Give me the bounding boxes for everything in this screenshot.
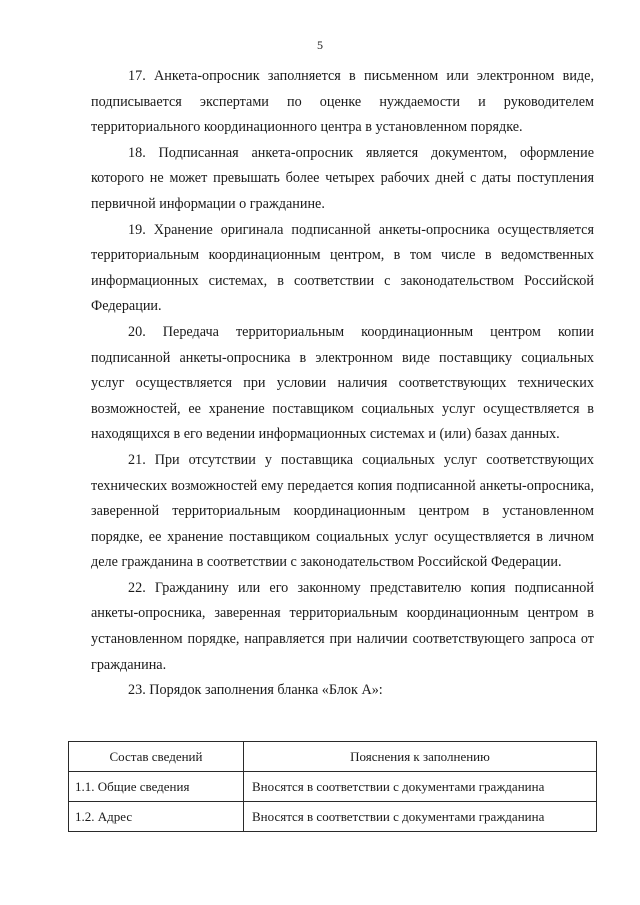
document-body [91,64,594,704]
table-cell: 1.2. Адрес [69,802,244,832]
table-cell: Вносятся в соответствии с документами гражданина [244,772,597,802]
page-number: 5 [317,38,323,52]
table-header-row [69,742,597,772]
table-header-cell: Пояснения к заполнению [244,742,597,772]
paragraph-22: 22. Гражданину или его законному представителю копия подписанной анкеты-опросника, заверенная территориальным координационным центром в установленном порядке, направляется при наличии соответствующего запроса от гражданина. [91,579,594,673]
paragraph-23-table-intro: 23. Порядок заполнения бланка «Блок А»: [128,682,383,699]
paragraph-18: 18. Подписанная анкета-опросник является документом, оформление которого не может превышать более четырех рабочих дней с даты поступления первичной информации о гражданине. [91,144,594,212]
block-a-table [68,741,597,832]
table-cell: Вносятся в соответствии с документами гражданина [244,802,597,832]
table-cell: 1.1. Общие сведения [69,772,244,802]
table-row [69,772,597,802]
table-row [69,802,597,832]
paragraph-21: 21. При отсутствии у поставщика социальных услуг соответствующих технических возможностей ему передается копия подписанной анкеты-опросника, заверенной территориальным координационным центром в установленном порядке, ее хранение поставщиком социальных услуг осуществляется в личном деле гражданина в соответствии с законодательством Российской Федерации. [91,451,594,571]
table-header-cell: Состав сведений [69,742,244,772]
paragraph-20: 20. Передача территориальным координационным центром копии подписанной анкеты-опросника в электронном виде поставщику социальных услуг осуществляется при условии наличия соответствующих технических возможностей, ее хранение поставщиком социальных услуг осуществляется в находящихся в его ведении информационных системах и (или) базах данных. [91,323,594,443]
paragraph-17: 17. Анкета-опросник заполняется в письменном или электронном виде, подписывается экспертами по оценке нуждаемости и руководителем территориального координационного центра в установленном порядке. [91,68,594,136]
paragraph-19: 19. Хранение оригинала подписанной анкеты-опросника осуществляется территориальным координационным центром, в том числе в ведомственных информационных системах, в соответствии с законодательством Российской Федерации. [91,221,594,315]
